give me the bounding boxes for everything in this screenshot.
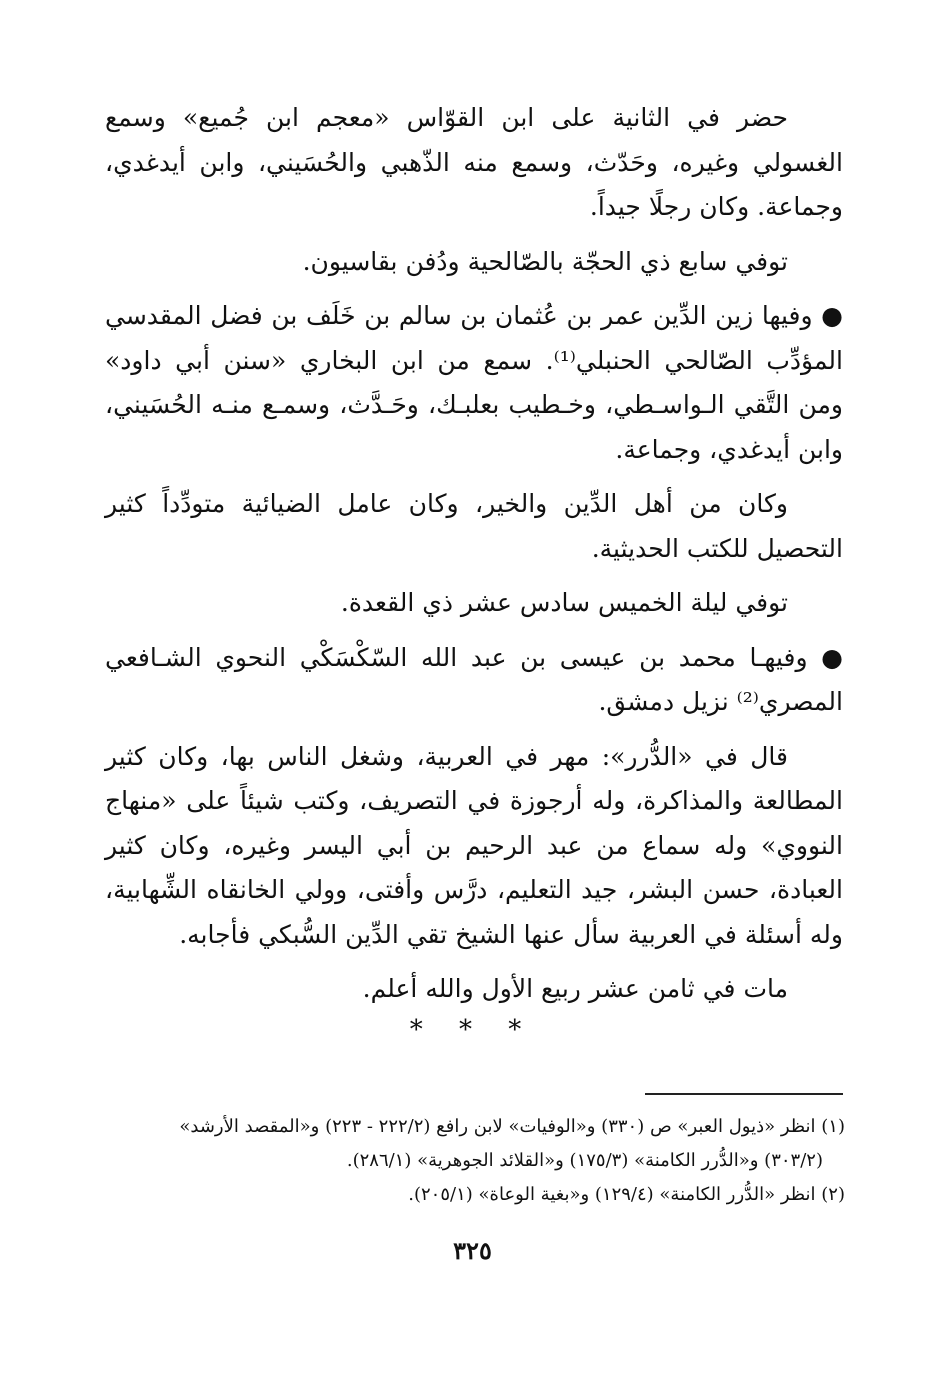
paragraph: حضر في الثانية على ابن القوّاس «معجم ابن جُميع» وسمع الغسولي وغيره، وحَدّث، وسمع منه الذّهبي والحُسَيني، وابن أيدغدي، وجماعة. وكان رجلًا جيداً. (105, 103, 843, 221)
section-separator: * * * (409, 1015, 536, 1045)
paragraph: ● وفيها زين الدِّين عمر بن عُثمان بن سالم بن خَلَف بن فضل المقدسي المؤدِّب الصّالحي الحنبلي⁽¹⁾. سمع من ابن البخاري «سنن أبي داود» ومن التَّقي الـواسـطي، وخـطيب بعلبـك، وحَـدَّث، وسمـع منـه الحُسَيني، وابن أيدغدي، وجماعة. (105, 301, 843, 464)
paragraph: مات في ثامن عشر ربيع الأول والله أعلم. (362, 974, 788, 1003)
footnote-2: (٢) انظر «الدُّرر الكامنة» (١٢٩/٤) و«بغية الوعاة» (٢٠٥/١). (408, 1184, 845, 1205)
paragraph: ● وفيهـا محمد بن عيسى بن عبد الله السّكْسَكْي النحوي الشـافعي المصري⁽²⁾ نزيل دمشق. (105, 642, 843, 716)
page-number: ٣٢٥ (453, 1236, 492, 1265)
paragraph: وكان من أهل الدِّين والخير، وكان عامل الضيائية متودِّداً كثير التحصيل للكتب الحديثية. (105, 489, 843, 563)
paragraph: توفي سابع ذي الحجّة بالصّالحية ودُفن بقاسيون. (302, 246, 788, 276)
footnote-1: (١) انظر «ذيول العبر» ص (٣٣٠) و«الوفيات» لابن رافع (٢٢٢/٢ - ٢٢٣) و«المقصد الأرشد» (179, 1116, 845, 1137)
paragraph: توفي ليلة الخميس سادس عشر ذي القعدة. (340, 588, 788, 617)
footnotes (105, 1110, 845, 1212)
footnote-divider (645, 1093, 843, 1095)
main-text (105, 96, 843, 1022)
paragraph: قال في «الدُّرر»: مهر في العربية، وشغل الناس بها، وكان كثير المطالعة والمذاكرة، وله أرجوزة في التصريف، وكتب شيئاً على «منهاج النووي» وله سماع من عبد الرحيم بن أبي اليسر وغيره، وكان كثير العبادة، حسن البشر، جيد التعليم، درَّس وأفتى، وولي الخانقاه الشِّهابية، وله أسئلة في العربية سأل عنها الشيخ تقي الدِّين السُّبكي فأجابه. (105, 741, 843, 949)
footnote-1-continued: (٣٠٣/٢) و«الدُّرر الكامنة» (١٧٥/٣) و«القلائد الجوهرية» (٢٨٦/١). (346, 1150, 823, 1171)
